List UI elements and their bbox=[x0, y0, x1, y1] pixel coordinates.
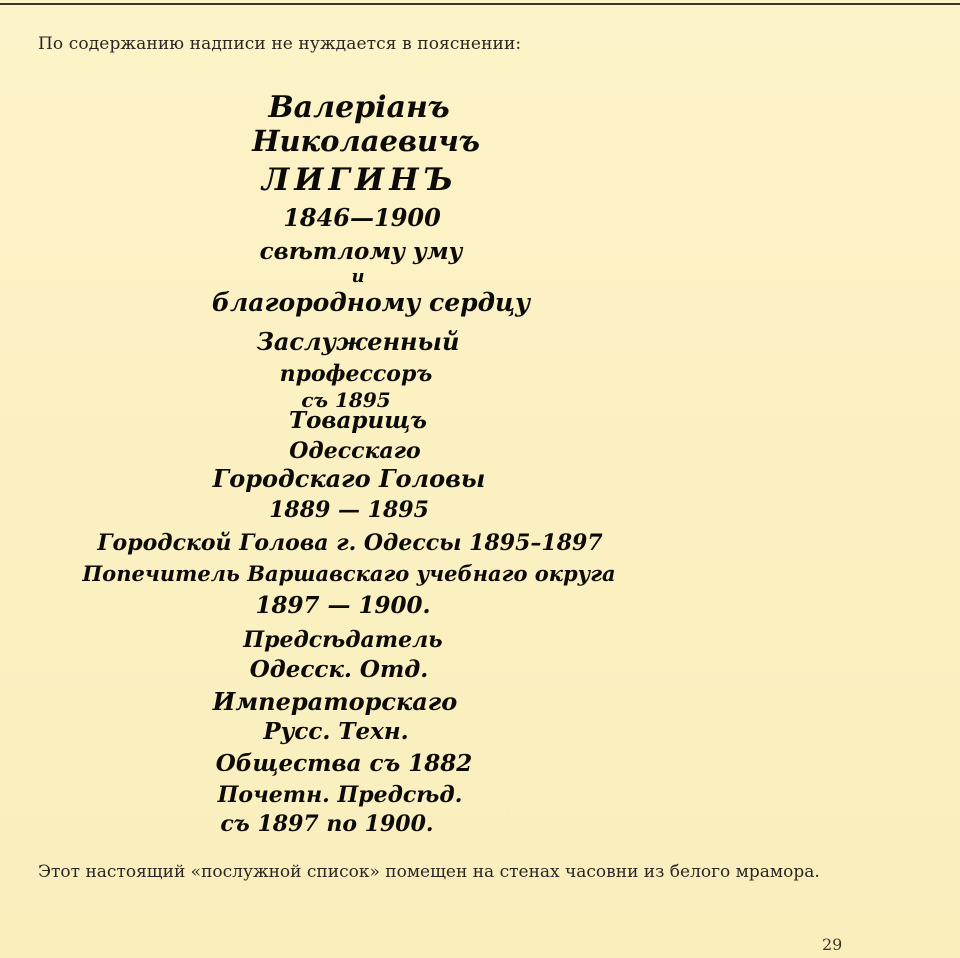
inscription-line: Валеріанъ bbox=[268, 90, 450, 125]
intro-paragraph: По содержанию надписи не нуждается в пояснении: bbox=[38, 34, 522, 54]
inscription-line: благородному сердцу bbox=[211, 288, 531, 317]
inscription-line: Николаевичъ bbox=[252, 124, 480, 158]
handwritten-inscription bbox=[0, 90, 960, 835]
inscription-line: ЛИГИНЪ bbox=[261, 162, 459, 198]
page-number: 29 bbox=[822, 935, 843, 954]
inscription-line: Общества съ 1882 bbox=[215, 750, 473, 777]
inscription-line: Попечитель Варшавскаго учебнаго округа bbox=[82, 561, 616, 586]
inscription-line: Одесскаго bbox=[289, 438, 421, 464]
inscription-line: Императорскаго bbox=[212, 687, 458, 716]
inscription-line: Товарищъ bbox=[288, 407, 428, 434]
inscription-line: и bbox=[351, 266, 365, 287]
inscription-line: свѣтлому уму bbox=[259, 238, 463, 265]
closing-paragraph: Этот настоящий «послужной список» помещен на стенах часовни из белого мрамора. bbox=[38, 862, 820, 882]
inscription-line: 1889 — 1895 bbox=[269, 497, 429, 523]
inscription-line: Заслуженный bbox=[256, 327, 460, 356]
inscription-line: Русс. Техн. bbox=[263, 718, 409, 745]
top-rule bbox=[0, 3, 960, 5]
inscription-line: Городской Голова г. Одессы 1895–1897 bbox=[97, 530, 603, 556]
inscription-line: съ 1897 по 1900. bbox=[220, 811, 434, 837]
inscription-line: профессоръ bbox=[279, 361, 433, 387]
inscription-line: Одесск. Отд. bbox=[249, 656, 429, 683]
inscription-line: 1846—1900 bbox=[283, 203, 441, 232]
inscription-line: 1897 — 1900. bbox=[255, 592, 431, 619]
inscription-line: съ 1895 bbox=[301, 388, 391, 412]
inscription-line: Городскаго Головы bbox=[212, 464, 486, 493]
inscription-line: Предсѣдатель bbox=[243, 627, 443, 653]
inscription-line: Почетн. Предсѣд. bbox=[217, 782, 463, 808]
